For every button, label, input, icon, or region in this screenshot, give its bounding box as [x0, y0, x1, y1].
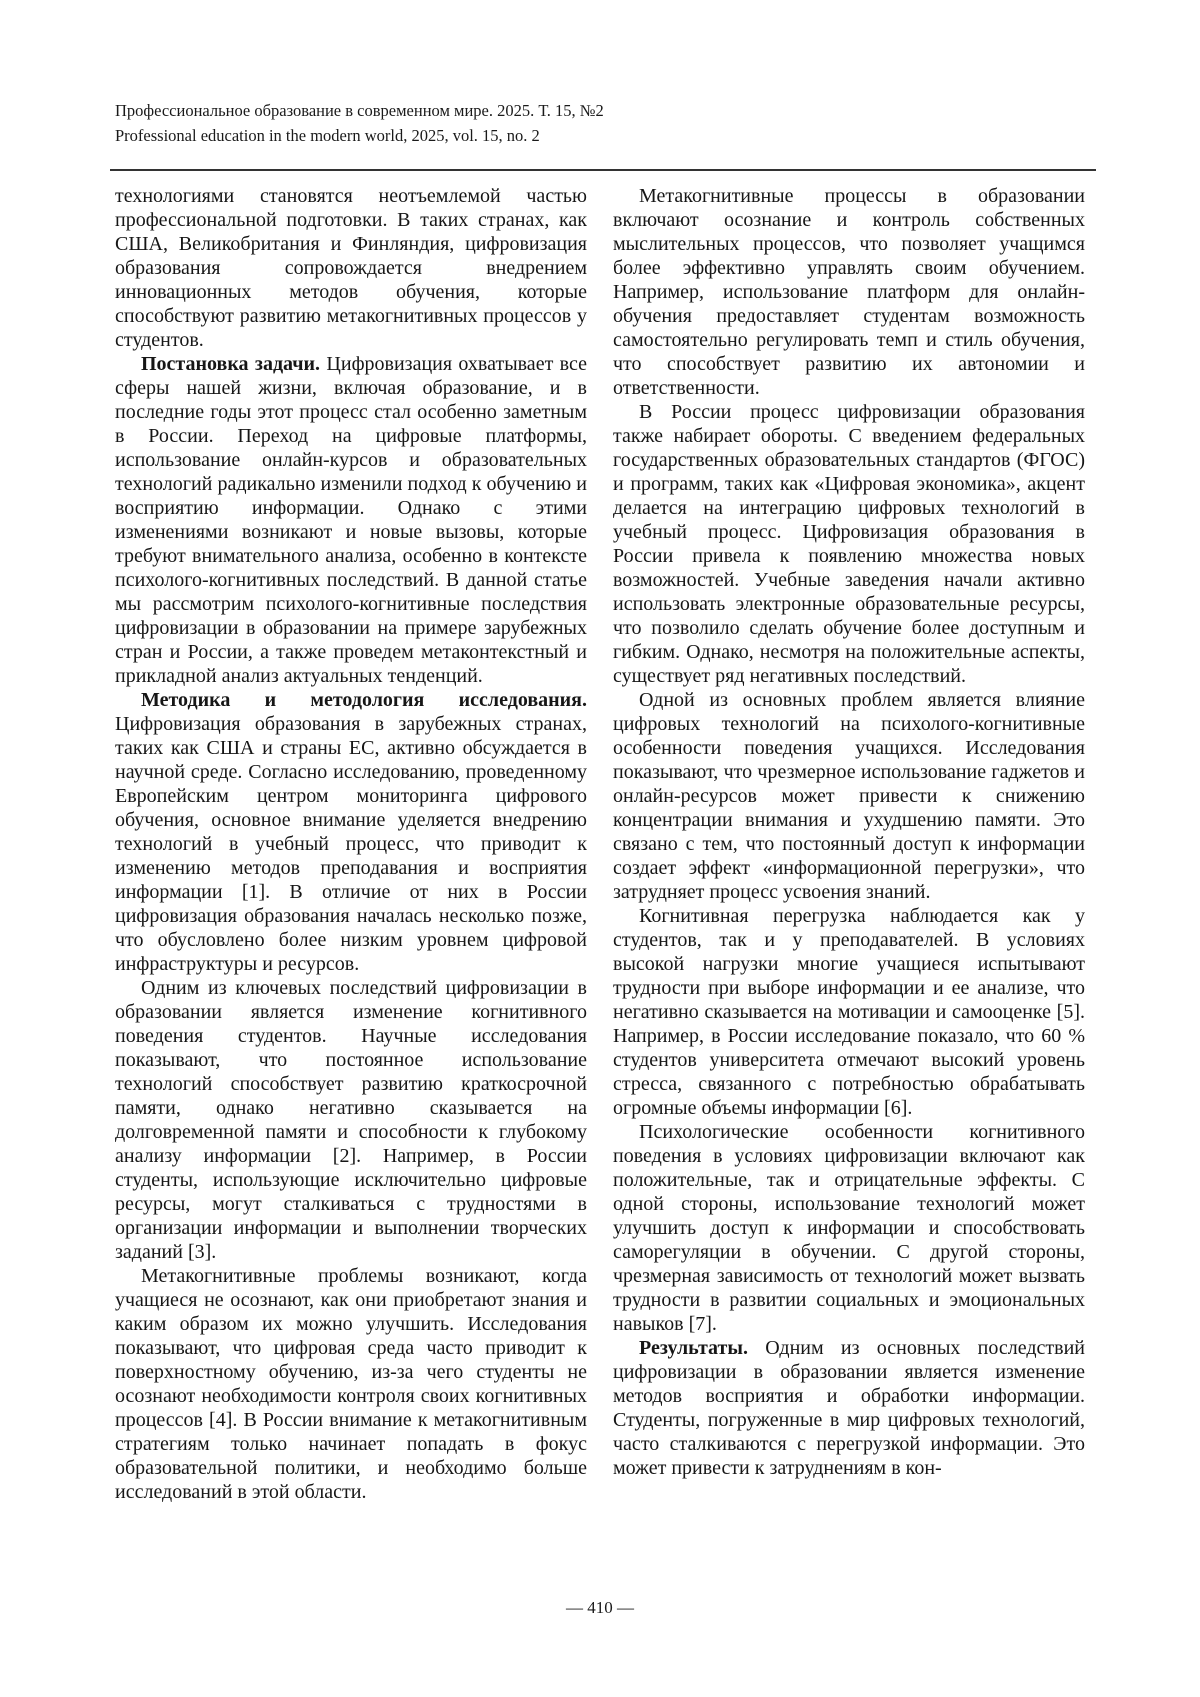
journal-title-ru: Профессиональное образование в современном мире. 2025. Т. 15, №2	[115, 101, 604, 120]
right-column	[613, 184, 1085, 1504]
page-number: — 410 —	[566, 1598, 634, 1617]
paragraph: Психологические особенности когнитивного поведения в условиях цифровизации включают как положительные, так и отрицательные эффекты. С одной стороны, использование технологий может улучшить доступ к информации и способствовать саморегуляции в обучении. С другой стороны, чрезмерная зависимость от технологий может вызвать трудности в развитии социальных и эмоциональных навыков [7].	[613, 1121, 1085, 1335]
paragraph: В России процесс цифровизации образования также набирает обороты. С введением федеральных государственных образовательных стандартов (ФГОС) и программ, таких как «Цифровая экономика», акцент делается на интеграцию цифровых технологий в учебный процесс. Цифровизация образования в России привела к появлению множества новых возможностей. Учебные заведения начали активно использовать электронные образовательные ресурсы, что позволило сделать обучение более доступным и гибким. Однако, несмотря на положительные аспекты, существует ряд негативных последствий.	[613, 401, 1085, 687]
article-body	[115, 184, 1085, 1504]
section-paragraph: Постановка задачи. Цифровизация охватывает все сферы нашей жизни, включая образование, и в последние годы этот процесс стал особенно заметным в России. Переход на цифровые платформы, использование онлайн-курсов и образовательных технологий радикально изменили подход к обучению и восприятию информации. Однако с этими изменениями возникают и новые вызовы, которые требуют внимательного анализа, особенно в контексте психолого-когнитивных последствий. В данной статье мы рассмотрим психолого-когнитивные последствия цифровизации в образовании на примере зарубежных стран и России, а также проведем метаконтекстный и прикладной анализ актуальных тенденций.	[115, 353, 587, 687]
paragraph: Одним из ключевых последствий цифровизации в образовании является изменение когнитивного поведения студентов. Научные исследования показывают, что постоянное использование технологий способствует развитию краткосрочной памяти, однако негативно сказывается на долговременной памяти и способности к глубокому анализу информации [2]. Например, в России студенты, использующие исключительно цифровые ресурсы, могут сталкиваться с трудностями в организации информации и выполнении творческих заданий [3].	[115, 977, 587, 1263]
section-heading: Результаты.	[639, 1337, 766, 1359]
journal-title-en: Professional education in the modern world, 2025, vol. 15, no. 2	[115, 126, 540, 145]
paragraph: технологиями становятся неотъемлемой частью профессиональной подготовки. В таких странах, как США, Великобритания и Финляндия, цифровизация образования сопровождается внедрением инновационных методов обучения, которые способствуют развитию метакогнитивных процессов у студентов.	[115, 185, 587, 351]
paragraph: Одной из основных проблем является влияние цифровых технологий на психолого-когнитивные особенности поведения учащихся. Исследования показывают, что чрезмерное использование гаджетов и онлайн-ресурсов может привести к снижению концентрации внимания и ухудшению памяти. Это связано с тем, что постоянный доступ к информации создает эффект «информационной перегрузки», что затрудняет процесс усвоения знаний.	[613, 689, 1085, 903]
paragraph: Метакогнитивные проблемы возникают, когда учащиеся не осознают, как они приобретают знания и каким образом их можно улучшить. Исследования показывают, что цифровая среда часто приводит к поверхностному обучению, из-за чего студенты не осознают необходимости контроля своих когнитивных процессов [4]. В России внимание к метакогнитивным стратегиям только начинает попадать в фокус образовательной политики, и необходимо больше исследований в этой области.	[115, 1265, 587, 1503]
section-heading: Методика и методология исследования.	[141, 689, 587, 711]
header-divider	[110, 169, 1096, 171]
section-heading: Постановка задачи.	[141, 353, 327, 375]
left-column	[115, 184, 587, 1504]
journal-header	[115, 98, 604, 148]
paragraph: Когнитивная перегрузка наблюдается как у студентов, так и у преподавателей. В условиях высокой нагрузки многие учащиеся испытывают трудности при выборе информации и ее анализе, что негативно сказывается на мотивации и самооценке [5]. Например, в России исследование показало, что 60 % студентов университета отмечают высокий уровень стресса, связанного с потребностью обрабатывать огромные объемы информации [6].	[613, 905, 1085, 1119]
paragraph: Метакогнитивные процессы в образовании включают осознание и контроль собственных мыслительных процессов, что позволяет учащимся более эффективно управлять своим обучением. Например, использование платформ для онлайн-обучения предоставляет студентам возможность самостоятельно регулировать темп и стиль обучения, что способствует развитию их автономии и ответственности.	[613, 185, 1085, 399]
section-paragraph: Методика и методология исследования. Цифровизация образования в зарубежных странах, таких как США и страны ЕС, активно обсуждается в научной среде. Согласно исследованию, проведенному Европейским центром мониторинга цифрового обучения, основное внимание уделяется внедрению технологий в учебный процесс, что приводит к изменению методов преподавания и восприятия информации [1]. В отличие от них в России цифровизация образования началась несколько позже, что обусловлено более низким уровнем цифровой инфраструктуры и ресурсов.	[115, 689, 587, 975]
section-paragraph: Результаты. Одним из основных последствий цифровизации в образовании является изменение методов восприятия и обработки информации. Студенты, погруженные в мир цифровых технологий, часто сталкиваются с перегрузкой информации. Это может привести к затруднениям в кон-	[613, 1337, 1085, 1479]
